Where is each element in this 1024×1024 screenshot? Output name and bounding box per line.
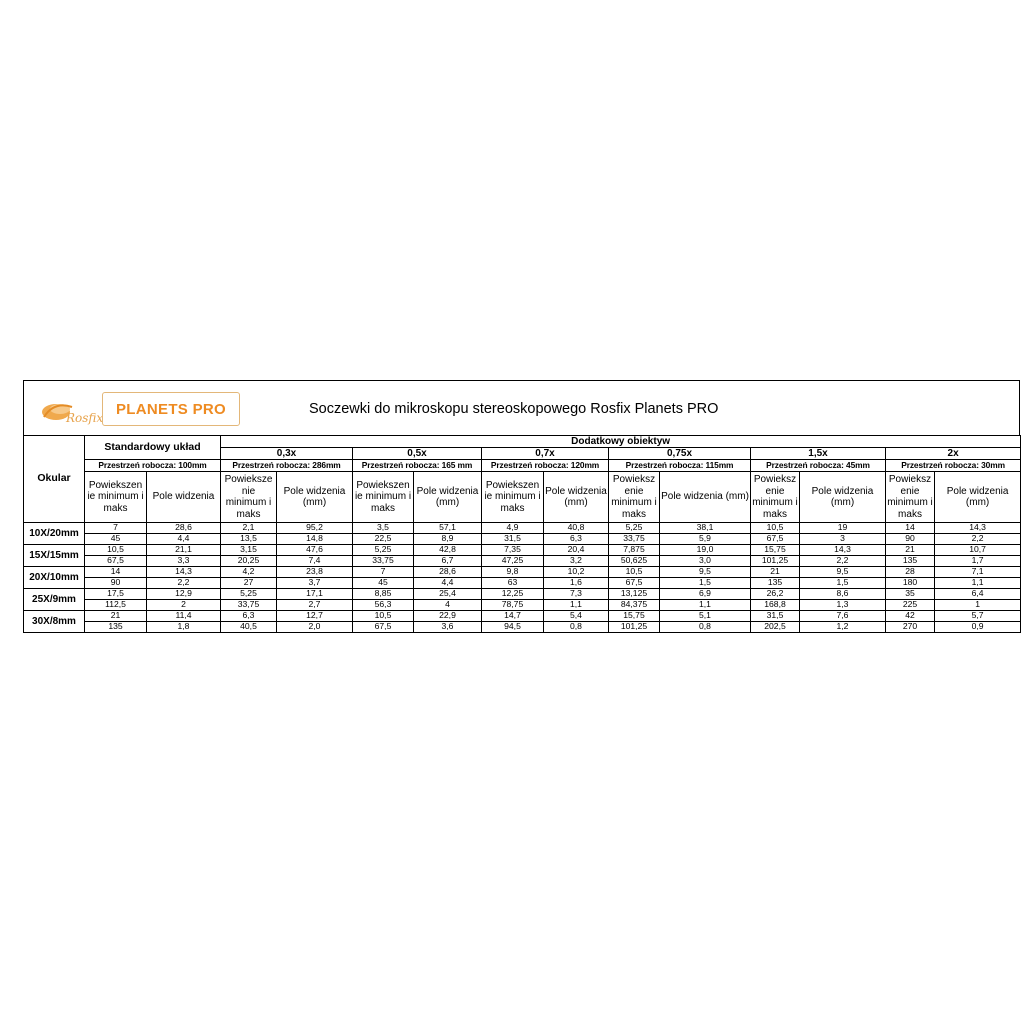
table-cell: 135: [751, 578, 800, 589]
table-cell: 6,3: [544, 534, 609, 545]
table-cell: 2,2: [147, 578, 221, 589]
table-cell: 28: [886, 567, 935, 578]
table-row: [24, 556, 1021, 567]
table-cell: 10,5: [751, 523, 800, 534]
sheet-header: [23, 380, 1020, 435]
table-cell: 12,9: [147, 589, 221, 600]
table-cell: 8,85: [353, 589, 414, 600]
table-cell: 17,5: [85, 589, 147, 600]
table-cell: 78,75: [482, 600, 544, 611]
table-row: [24, 545, 1021, 556]
table-cell: 23,8: [277, 567, 353, 578]
lens-header: 0,75x: [609, 448, 751, 460]
table-cell: 5,25: [221, 589, 277, 600]
table-cell: 2,1: [221, 523, 277, 534]
table-cell: 4: [414, 600, 482, 611]
table-cell: 14,8: [277, 534, 353, 545]
table-cell: 40,5: [221, 622, 277, 633]
working-distance-header: Przestrzeń robocza: 45mm: [751, 460, 886, 472]
table-cell: 14,3: [800, 545, 886, 556]
table-cell: 7,875: [609, 545, 660, 556]
ocular-label: 10X/20mm: [24, 523, 85, 545]
magnification-column-header: Powiekszen ie minimum i maks: [353, 472, 414, 523]
magnification-column-header: Powieksz enie minimum i maks: [751, 472, 800, 523]
table-cell: 47,25: [482, 556, 544, 567]
table-cell: 225: [886, 600, 935, 611]
lens-header: 0,3x: [221, 448, 353, 460]
table-cell: 4,4: [147, 534, 221, 545]
table-cell: 67,5: [751, 534, 800, 545]
table-cell: 1,5: [660, 578, 751, 589]
table-cell: 14,3: [147, 567, 221, 578]
field-of-view-column-header: Pole widzenia (mm): [935, 472, 1021, 523]
table-cell: 84,375: [609, 600, 660, 611]
table-cell: 57,1: [414, 523, 482, 534]
table-cell: 28,6: [147, 523, 221, 534]
table-cell: 1,6: [544, 578, 609, 589]
table-cell: 35: [886, 589, 935, 600]
table-cell: 12,25: [482, 589, 544, 600]
table-cell: 8,6: [800, 589, 886, 600]
table-cell: 13,5: [221, 534, 277, 545]
table-cell: 5,1: [660, 611, 751, 622]
table-cell: 95,2: [277, 523, 353, 534]
lens-header: 0,5x: [353, 448, 482, 460]
page-title: Soczewki do mikroskopu stereoskopowego Rosfix Planets PRO: [309, 401, 719, 417]
table-cell: 6,3: [221, 611, 277, 622]
field-of-view-column-header: Pole widzenia (mm): [660, 472, 751, 523]
table-cell: 45: [85, 534, 147, 545]
table-cell: 10,5: [353, 611, 414, 622]
table-cell: 21: [751, 567, 800, 578]
ocular-label: 25X/9mm: [24, 589, 85, 611]
table-cell: 1,8: [147, 622, 221, 633]
table-cell: 9,5: [800, 567, 886, 578]
table-cell: 94,5: [482, 622, 544, 633]
field-of-view-column-header: Pole widzenia (mm): [544, 472, 609, 523]
table-cell: 5,4: [544, 611, 609, 622]
table-cell: 6,4: [935, 589, 1021, 600]
table-cell: 7,35: [482, 545, 544, 556]
table-cell: 40,8: [544, 523, 609, 534]
table-cell: 47,6: [277, 545, 353, 556]
table-cell: 168,8: [751, 600, 800, 611]
table-cell: 5,9: [660, 534, 751, 545]
table-row: [24, 600, 1021, 611]
table-cell: 5,7: [935, 611, 1021, 622]
table-row: [24, 534, 1021, 545]
working-distance-header: Przestrzeń robocza: 115mm: [609, 460, 751, 472]
table-cell: 2,0: [277, 622, 353, 633]
table-cell: 1,7: [935, 556, 1021, 567]
table-cell: 6,9: [660, 589, 751, 600]
table-cell: 1,1: [544, 600, 609, 611]
table-cell: 1,3: [800, 600, 886, 611]
table-cell: 101,25: [609, 622, 660, 633]
table-cell: 21: [85, 611, 147, 622]
table-cell: 20,25: [221, 556, 277, 567]
planets-pro-wordmark: PLANETS PRO: [116, 400, 226, 418]
table-cell: 1: [935, 600, 1021, 611]
table-cell: 112,5: [85, 600, 147, 611]
table-cell: 180: [886, 578, 935, 589]
working-distance-header: Przestrzeń robocza: 30mm: [886, 460, 1021, 472]
table-cell: 22,5: [353, 534, 414, 545]
table-cell: 3,5: [353, 523, 414, 534]
rosfix-wordmark: Rosfix: [66, 411, 104, 425]
table-cell: 5,25: [609, 523, 660, 534]
table-cell: 7,6: [800, 611, 886, 622]
table-cell: 1,2: [800, 622, 886, 633]
table-cell: 22,9: [414, 611, 482, 622]
table-cell: 67,5: [353, 622, 414, 633]
table-cell: 10,5: [609, 567, 660, 578]
additional-lens-header: Dodatkowy obiektyw: [221, 436, 1021, 448]
table-cell: 202,5: [751, 622, 800, 633]
table-row: [24, 578, 1021, 589]
magnification-column-header: Powieksz enie minimum i maks: [886, 472, 935, 523]
table-cell: 101,25: [751, 556, 800, 567]
table-row: [24, 622, 1021, 633]
table-cell: 13,125: [609, 589, 660, 600]
table-cell: 15,75: [751, 545, 800, 556]
table-cell: 45: [353, 578, 414, 589]
field-of-view-column-header: Pole widzenia (mm): [414, 472, 482, 523]
lens-header: 0,7x: [482, 448, 609, 460]
table-cell: 26,2: [751, 589, 800, 600]
table-cell: 90: [85, 578, 147, 589]
table-cell: 2,7: [277, 600, 353, 611]
standard-layout-header: Standardowy układ: [85, 436, 221, 460]
table-cell: 10,2: [544, 567, 609, 578]
table-cell: 7,1: [935, 567, 1021, 578]
table-cell: 14: [85, 567, 147, 578]
table-cell: 14: [886, 523, 935, 534]
table-cell: 9,8: [482, 567, 544, 578]
table-cell: 3,2: [544, 556, 609, 567]
table-cell: 7: [85, 523, 147, 534]
table-cell: 42: [886, 611, 935, 622]
table-cell: 19: [800, 523, 886, 534]
table-cell: 56,3: [353, 600, 414, 611]
table-cell: 11,4: [147, 611, 221, 622]
ocular-header: Okular: [24, 436, 85, 523]
table-cell: 3,0: [660, 556, 751, 567]
table-cell: 50,625: [609, 556, 660, 567]
table-cell: 15,75: [609, 611, 660, 622]
ocular-label: 20X/10mm: [24, 567, 85, 589]
table-cell: 1,5: [800, 578, 886, 589]
table-row: [24, 589, 1021, 600]
ocular-label: 30X/8mm: [24, 611, 85, 633]
ocular-label: 15X/15mm: [24, 545, 85, 567]
lens-header: 2x: [886, 448, 1021, 460]
planets-pro-logo: [102, 392, 240, 426]
spec-sheet: [23, 380, 1020, 633]
table-cell: 21: [886, 545, 935, 556]
table-cell: 5,25: [353, 545, 414, 556]
table-row: [24, 523, 1021, 534]
table-cell: 33,75: [353, 556, 414, 567]
lens-header: 1,5x: [751, 448, 886, 460]
magnification-column-header: Powiekszen ie minimum i maks: [482, 472, 544, 523]
table-cell: 3,7: [277, 578, 353, 589]
table-cell: 7,3: [544, 589, 609, 600]
table-row: [24, 611, 1021, 622]
table-cell: 0,8: [660, 622, 751, 633]
table-cell: 7,4: [277, 556, 353, 567]
table-cell: 135: [886, 556, 935, 567]
field-of-view-column-header: Pole widzenia (mm): [277, 472, 353, 523]
magnification-column-header: Powieksz enie minimum i maks: [609, 472, 660, 523]
table-cell: 135: [85, 622, 147, 633]
table-cell: 4,2: [221, 567, 277, 578]
table-cell: 2,2: [935, 534, 1021, 545]
table-cell: 1,1: [935, 578, 1021, 589]
table-cell: 3,15: [221, 545, 277, 556]
table-cell: 38,1: [660, 523, 751, 534]
table-row: [24, 567, 1021, 578]
table-cell: 2: [147, 600, 221, 611]
table-cell: 63: [482, 578, 544, 589]
magnification-column-header: Powiekszen ie minimum i maks: [85, 472, 147, 523]
magnification-column-header: Powieksze nie minimum i maks: [221, 472, 277, 523]
table-cell: 28,6: [414, 567, 482, 578]
table-cell: 14,3: [935, 523, 1021, 534]
table-cell: 9,5: [660, 567, 751, 578]
table-cell: 3,3: [147, 556, 221, 567]
table-cell: 0,9: [935, 622, 1021, 633]
field-of-view-column-header: Pole widzenia: [147, 472, 221, 523]
table-cell: 10,7: [935, 545, 1021, 556]
table-cell: 10,5: [85, 545, 147, 556]
magnification-table: [23, 435, 1021, 633]
table-cell: 4,4: [414, 578, 482, 589]
table-cell: 90: [886, 534, 935, 545]
table-cell: 6,7: [414, 556, 482, 567]
working-distance-header: Przestrzeń robocza: 120mm: [482, 460, 609, 472]
table-cell: 21,1: [147, 545, 221, 556]
table-cell: 19,0: [660, 545, 751, 556]
table-cell: 7: [353, 567, 414, 578]
table-cell: 3,6: [414, 622, 482, 633]
table-cell: 12,7: [277, 611, 353, 622]
table-cell: 3: [800, 534, 886, 545]
table-cell: 14,7: [482, 611, 544, 622]
table-cell: 270: [886, 622, 935, 633]
table-cell: 17,1: [277, 589, 353, 600]
table-cell: 67,5: [609, 578, 660, 589]
table-cell: 2,2: [800, 556, 886, 567]
table-cell: 67,5: [85, 556, 147, 567]
working-distance-header: Przestrzeń robocza: 165 mm: [353, 460, 482, 472]
table-cell: 42,8: [414, 545, 482, 556]
table-cell: 33,75: [221, 600, 277, 611]
table-cell: 8,9: [414, 534, 482, 545]
table-cell: 0,8: [544, 622, 609, 633]
table-cell: 20,4: [544, 545, 609, 556]
table-cell: 31,5: [482, 534, 544, 545]
table-cell: 4,9: [482, 523, 544, 534]
table-cell: 31,5: [751, 611, 800, 622]
working-distance-header: Przestrzeń robocza: 100mm: [85, 460, 221, 472]
field-of-view-column-header: Pole widzenia (mm): [800, 472, 886, 523]
table-cell: 27: [221, 578, 277, 589]
table-cell: 25,4: [414, 589, 482, 600]
table-cell: 1,1: [660, 600, 751, 611]
working-distance-header: Przestrzeń robocza: 286mm: [221, 460, 353, 472]
table-cell: 33,75: [609, 534, 660, 545]
